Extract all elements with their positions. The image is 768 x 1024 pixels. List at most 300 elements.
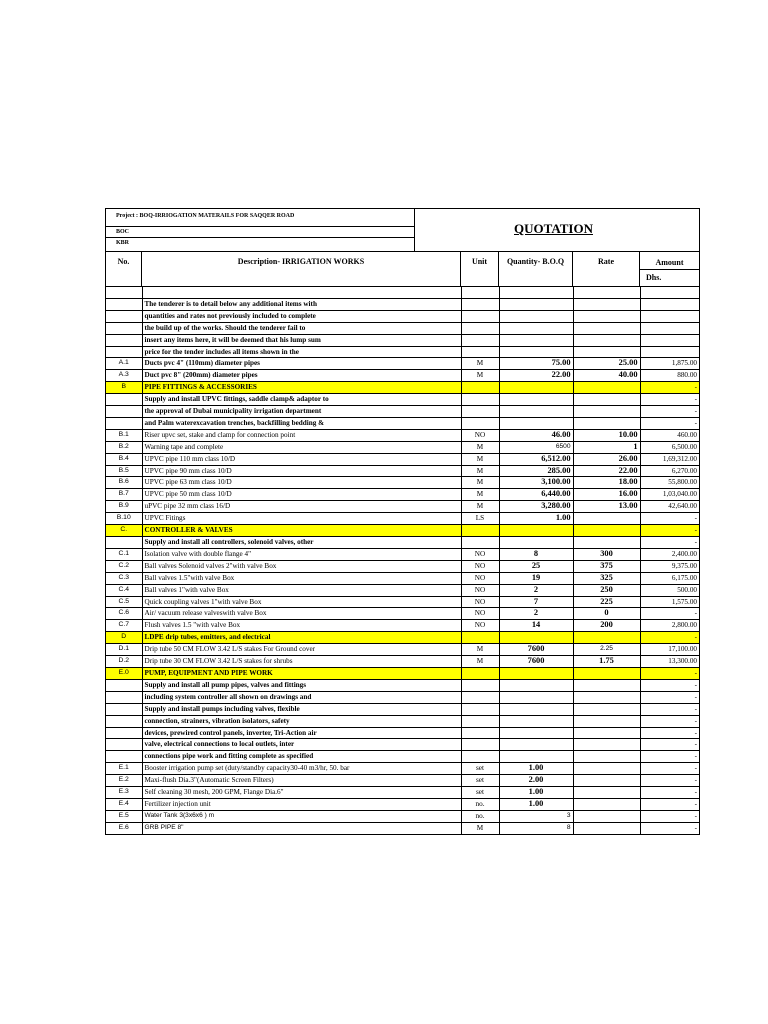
item-amount: - (640, 513, 699, 525)
item-quantity: 7600 (499, 656, 573, 668)
item-unit (461, 751, 499, 763)
item-quantity (499, 739, 573, 751)
item-rate (573, 346, 640, 358)
item-description: Booster irrigation pump set (duty/standby capacity30-40 m3/hr, 50. bar (142, 763, 461, 775)
item-amount: 42,640.00 (640, 501, 699, 513)
item-quantity: 22.00 (499, 370, 573, 382)
item-rate: 22.00 (573, 465, 640, 477)
item-amount: 1,875.00 (640, 358, 699, 370)
header-line-2: BOC (106, 226, 414, 236)
item-amount: - (640, 787, 699, 799)
col-currency: Dhs. (640, 269, 699, 286)
item-quantity (499, 537, 573, 549)
table-row (106, 322, 699, 334)
item-rate: 225 (573, 596, 640, 608)
item-unit: set (461, 763, 499, 775)
table-row (106, 679, 699, 691)
item-rate: 10.00 (573, 429, 640, 441)
item-description: Water Tank 3(3x6x6 ) m (142, 810, 461, 822)
item-amount: 500.00 (640, 584, 699, 596)
item-description: UPVC pipe 50 mm class 10/D (142, 489, 461, 501)
item-rate: 200 (573, 620, 640, 632)
item-amount (640, 287, 699, 298)
item-quantity (499, 394, 573, 406)
item-rate (573, 798, 640, 810)
item-number: E.4 (106, 798, 142, 810)
item-amount: - (640, 715, 699, 727)
item-quantity: 75.00 (499, 358, 573, 370)
table-row (106, 453, 699, 465)
item-unit: NO (461, 620, 499, 632)
item-number: D.1 (106, 644, 142, 656)
item-description: connections pipe work and fitting complete as specified (142, 751, 461, 763)
item-unit (461, 298, 499, 310)
table-row (106, 525, 699, 537)
item-rate: 25.00 (573, 358, 640, 370)
item-rate (573, 406, 640, 418)
sheet-header (106, 209, 699, 252)
item-unit (461, 394, 499, 406)
item-unit: M (461, 489, 499, 501)
item-quantity (499, 417, 573, 429)
item-amount: 55,800.00 (640, 477, 699, 489)
item-unit: set (461, 787, 499, 799)
item-rate: 40.00 (573, 370, 640, 382)
item-unit: no. (461, 798, 499, 810)
item-amount: - (640, 667, 699, 679)
table-row (106, 548, 699, 560)
item-unit: no. (461, 810, 499, 822)
item-amount: 1,03,040.00 (640, 489, 699, 501)
item-number: B.4 (106, 453, 142, 465)
item-rate (573, 334, 640, 346)
item-number (106, 394, 142, 406)
item-unit (461, 525, 499, 537)
table-row (106, 608, 699, 620)
item-amount: - (640, 739, 699, 751)
item-amount: 9,375.00 (640, 560, 699, 572)
item-amount: - (640, 751, 699, 763)
item-number: B.2 (106, 441, 142, 453)
item-description: devices, prewired control panels, inverter, Tri-Action air (142, 727, 461, 739)
item-rate: 1 (573, 441, 640, 453)
col-rate: Rate (573, 252, 640, 286)
item-amount: - (640, 703, 699, 715)
table-row (106, 441, 699, 453)
item-description: Fertilizer injection unit (142, 798, 461, 810)
item-amount: 1,575.00 (640, 596, 699, 608)
table-row (106, 501, 699, 513)
item-description: UPVC Fitings (142, 513, 461, 525)
item-amount (640, 334, 699, 346)
item-description: Drip tube 30 CM FLOW 3.42 L/S stakes for shrubs (142, 656, 461, 668)
item-unit: M (461, 656, 499, 668)
item-amount: 6,175.00 (640, 572, 699, 584)
table-row (106, 370, 699, 382)
table-row (106, 632, 699, 644)
table-row (106, 787, 699, 799)
item-number (106, 679, 142, 691)
item-number: C.7 (106, 620, 142, 632)
item-description: Warning tape and complete (142, 441, 461, 453)
table-row (106, 763, 699, 775)
item-description: Self cleaning 30 mesh, 200 GPM, Flange Dia.6" (142, 787, 461, 799)
item-quantity (499, 298, 573, 310)
project-line: Project : BOQ-IRRIOGATION MATERAILS FOR SAQQER ROAD (116, 213, 295, 219)
item-rate: 1.75 (573, 656, 640, 668)
item-description: UPVC pipe 90 mm class 10/D (142, 465, 461, 477)
item-rate (573, 322, 640, 334)
item-rate (573, 525, 640, 537)
item-rate: 325 (573, 572, 640, 584)
item-unit (461, 310, 499, 322)
item-description: PIPE FITTINGS & ACCESSORIES (142, 382, 461, 394)
table-row (106, 382, 699, 394)
item-description: PUMP, EQUIPMENT AND PIPE WORK (142, 667, 461, 679)
item-quantity: 19 (499, 572, 573, 584)
item-unit (461, 715, 499, 727)
item-quantity (499, 632, 573, 644)
item-quantity (499, 667, 573, 679)
item-number: E.2 (106, 775, 142, 787)
item-rate: 0 (573, 608, 640, 620)
item-unit (461, 322, 499, 334)
table-row (106, 751, 699, 763)
item-amount: 2,400.00 (640, 548, 699, 560)
item-unit (461, 287, 499, 298)
item-rate: 16.00 (573, 489, 640, 501)
item-description: Air/ vacuum release valveswith valve Box (142, 608, 461, 620)
item-unit: NO (461, 596, 499, 608)
item-number: E.0 (106, 667, 142, 679)
item-number (106, 715, 142, 727)
item-number: B.10 (106, 513, 142, 525)
item-quantity: 8 (499, 548, 573, 560)
item-number (106, 334, 142, 346)
table-row (106, 406, 699, 418)
item-quantity: 6,512.00 (499, 453, 573, 465)
item-rate (573, 703, 640, 715)
item-rate: 300 (573, 548, 640, 560)
item-number (106, 322, 142, 334)
item-amount: - (640, 608, 699, 620)
item-description: valve, electrical connections to local outlets, inter (142, 739, 461, 751)
item-amount: 1,69,312.00 (640, 453, 699, 465)
item-description: Maxi-flush Dia.3"(Automatic Screen Filters) (142, 775, 461, 787)
item-unit (461, 679, 499, 691)
table-row (106, 310, 699, 322)
item-quantity (499, 691, 573, 703)
table-row (106, 334, 699, 346)
item-description: and Palm waterexcavation trenches, backfilling bedding & (142, 417, 461, 429)
item-unit (461, 537, 499, 549)
item-amount: - (640, 537, 699, 549)
item-number: B.6 (106, 477, 142, 489)
item-unit (461, 417, 499, 429)
item-quantity: 7600 (499, 644, 573, 656)
item-unit: LS (461, 513, 499, 525)
item-rate (573, 727, 640, 739)
item-number: D.2 (106, 656, 142, 668)
item-number: E.3 (106, 787, 142, 799)
item-unit: M (461, 465, 499, 477)
boq-table (106, 287, 699, 835)
item-number (106, 298, 142, 310)
table-row (106, 798, 699, 810)
col-unit: Unit (461, 252, 499, 286)
item-number (106, 346, 142, 358)
header-divider (414, 209, 415, 251)
item-quantity: 3,100.00 (499, 477, 573, 489)
item-number (106, 703, 142, 715)
item-number (106, 751, 142, 763)
item-number (106, 739, 142, 751)
item-rate (573, 679, 640, 691)
item-quantity: 2 (499, 608, 573, 620)
item-amount: - (640, 632, 699, 644)
item-number: C. (106, 525, 142, 537)
item-description: Isolation valve with double flange 4" (142, 548, 461, 560)
item-rate (573, 810, 640, 822)
table-row (106, 429, 699, 441)
item-quantity: 2 (499, 584, 573, 596)
item-description: price for the tender includes all items shown in the (142, 346, 461, 358)
table-row (106, 489, 699, 501)
item-amount: 17,100.00 (640, 644, 699, 656)
item-number (106, 287, 142, 298)
item-description: Ducts pvc 4" (110mm) diameter pipes (142, 358, 461, 370)
item-description: Duct pvc 8" (200mm) diameter pipes (142, 370, 461, 382)
table-row (106, 715, 699, 727)
item-description: CONTROLLER & VALVES (142, 525, 461, 537)
item-rate (573, 298, 640, 310)
item-number: C.4 (106, 584, 142, 596)
item-rate (573, 394, 640, 406)
table-row (106, 298, 699, 310)
item-description: Ball valves 1.5"with valve Box (142, 572, 461, 584)
item-description: quantities and rates not previously included to complete (142, 310, 461, 322)
table-row (106, 703, 699, 715)
item-unit (461, 691, 499, 703)
item-amount: - (640, 810, 699, 822)
item-rate (573, 310, 640, 322)
item-quantity: 25 (499, 560, 573, 572)
item-description: the approval of Dubai municipality irrigation department (142, 406, 461, 418)
item-rate (573, 287, 640, 298)
item-number (106, 537, 142, 549)
item-unit: NO (461, 548, 499, 560)
item-rate (573, 691, 640, 703)
item-number: C.6 (106, 608, 142, 620)
item-number (106, 406, 142, 418)
item-quantity: 1.00 (499, 513, 573, 525)
item-rate: 2.25 (573, 644, 640, 656)
item-unit: M (461, 644, 499, 656)
table-row (106, 560, 699, 572)
item-number (106, 310, 142, 322)
table-row (106, 287, 699, 298)
item-unit (461, 727, 499, 739)
item-rate (573, 382, 640, 394)
item-quantity (499, 703, 573, 715)
col-amount: Amount (655, 258, 684, 267)
item-amount: - (640, 691, 699, 703)
item-amount: - (640, 822, 699, 834)
item-quantity: 1.00 (499, 763, 573, 775)
item-number: A.3 (106, 370, 142, 382)
item-number (106, 727, 142, 739)
item-unit (461, 739, 499, 751)
item-number: E.1 (106, 763, 142, 775)
table-row (106, 394, 699, 406)
item-quantity (499, 715, 573, 727)
table-row (106, 739, 699, 751)
item-amount: - (640, 417, 699, 429)
item-quantity (499, 727, 573, 739)
item-rate (573, 632, 640, 644)
item-amount: 6,500.00 (640, 441, 699, 453)
item-amount: - (640, 763, 699, 775)
item-quantity: 3,280.00 (499, 501, 573, 513)
item-unit: NO (461, 572, 499, 584)
item-description: LDPE drip tubes, emitters, and electrical (142, 632, 461, 644)
item-amount: - (640, 775, 699, 787)
item-unit: NO (461, 584, 499, 596)
item-description: including system controller all shown on drawings and (142, 691, 461, 703)
item-unit: NO (461, 608, 499, 620)
item-description: connection, strainers, vibration isolators, safety (142, 715, 461, 727)
item-description: Supply and install all controllers, solenoid valves, other (142, 537, 461, 549)
item-description: GRB PIPE 8" (142, 822, 461, 834)
item-quantity: 46.00 (499, 429, 573, 441)
item-amount: - (640, 382, 699, 394)
item-unit (461, 334, 499, 346)
page-title: QUOTATION (514, 221, 593, 236)
item-description: UPVC pipe 110 mm class 10/D (142, 453, 461, 465)
item-quantity: 1.00 (499, 787, 573, 799)
item-amount: 13,300.00 (640, 656, 699, 668)
item-amount (640, 310, 699, 322)
item-quantity (499, 406, 573, 418)
item-quantity (499, 382, 573, 394)
item-description: Ball valves 1"with valve Box (142, 584, 461, 596)
item-rate: 18.00 (573, 477, 640, 489)
item-quantity: 7 (499, 596, 573, 608)
item-unit (461, 667, 499, 679)
item-unit: set (461, 775, 499, 787)
item-description: Drip tube 50 CM FLOW 3.42 L/S stakes For Ground cover (142, 644, 461, 656)
item-amount: 460.00 (640, 429, 699, 441)
item-quantity: 2.00 (499, 775, 573, 787)
item-number: B.9 (106, 501, 142, 513)
item-description: Supply and install pumps including valves, flexible (142, 703, 461, 715)
col-description: Description- IRRIGATION WORKS (142, 252, 461, 286)
item-number: C.5 (106, 596, 142, 608)
item-description: The tenderer is to detail below any additional items with (142, 298, 461, 310)
item-amount: - (640, 679, 699, 691)
item-rate (573, 715, 640, 727)
item-quantity: 8 (499, 822, 573, 834)
item-amount (640, 322, 699, 334)
item-rate (573, 775, 640, 787)
item-number: B.1 (106, 429, 142, 441)
item-description: Riser upvc set, stake and clamp for connection point (142, 429, 461, 441)
item-amount (640, 346, 699, 358)
item-amount: 6,270.00 (640, 465, 699, 477)
item-amount (640, 298, 699, 310)
item-quantity: 6500 (499, 441, 573, 453)
item-quantity (499, 287, 573, 298)
item-amount: - (640, 394, 699, 406)
item-amount: - (640, 525, 699, 537)
col-no: No. (106, 252, 142, 286)
item-unit: M (461, 501, 499, 513)
item-unit: M (461, 453, 499, 465)
item-number: E.5 (106, 810, 142, 822)
item-rate (573, 751, 640, 763)
table-row (106, 727, 699, 739)
item-quantity (499, 751, 573, 763)
item-description: Ball valves Solenoid valves 2"with valve Box (142, 560, 461, 572)
item-quantity (499, 525, 573, 537)
table-row (106, 667, 699, 679)
item-unit (461, 703, 499, 715)
table-row (106, 465, 699, 477)
item-quantity (499, 310, 573, 322)
item-amount: - (640, 727, 699, 739)
item-unit: NO (461, 429, 499, 441)
table-row (106, 346, 699, 358)
item-unit (461, 632, 499, 644)
item-unit: M (461, 822, 499, 834)
item-description: Supply and install UPVC fittings, saddle clamp& adaptor to (142, 394, 461, 406)
item-amount: - (640, 406, 699, 418)
item-quantity (499, 679, 573, 691)
item-description: uPVC pipe 32 mm class 16/D (142, 501, 461, 513)
item-rate (573, 739, 640, 751)
item-unit: NO (461, 560, 499, 572)
col-quantity: Quantity- B.O.Q (499, 252, 573, 286)
table-row (106, 810, 699, 822)
table-row (106, 572, 699, 584)
item-number: B.5 (106, 465, 142, 477)
item-quantity: 1.00 (499, 798, 573, 810)
item-rate: 26.00 (573, 453, 640, 465)
item-description: insert any items here, it will be deemed that his lump sum (142, 334, 461, 346)
item-rate (573, 537, 640, 549)
item-rate: 250 (573, 584, 640, 596)
item-description: Quick coupling valves 1"with valve Box (142, 596, 461, 608)
table-row (106, 596, 699, 608)
item-number (106, 417, 142, 429)
item-rate (573, 787, 640, 799)
item-quantity: 3 (499, 810, 573, 822)
table-row (106, 358, 699, 370)
table-row (106, 537, 699, 549)
table-row (106, 477, 699, 489)
item-description: Flush valves 1.5 "with valve Box (142, 620, 461, 632)
item-number: C.2 (106, 560, 142, 572)
table-row (106, 775, 699, 787)
item-description: Supply and install all pump pipes, valves and fittings (142, 679, 461, 691)
table-row (106, 417, 699, 429)
item-quantity (499, 322, 573, 334)
quotation-sheet (105, 208, 700, 835)
item-quantity: 285.00 (499, 465, 573, 477)
item-unit (461, 346, 499, 358)
table-row (106, 584, 699, 596)
item-quantity (499, 346, 573, 358)
